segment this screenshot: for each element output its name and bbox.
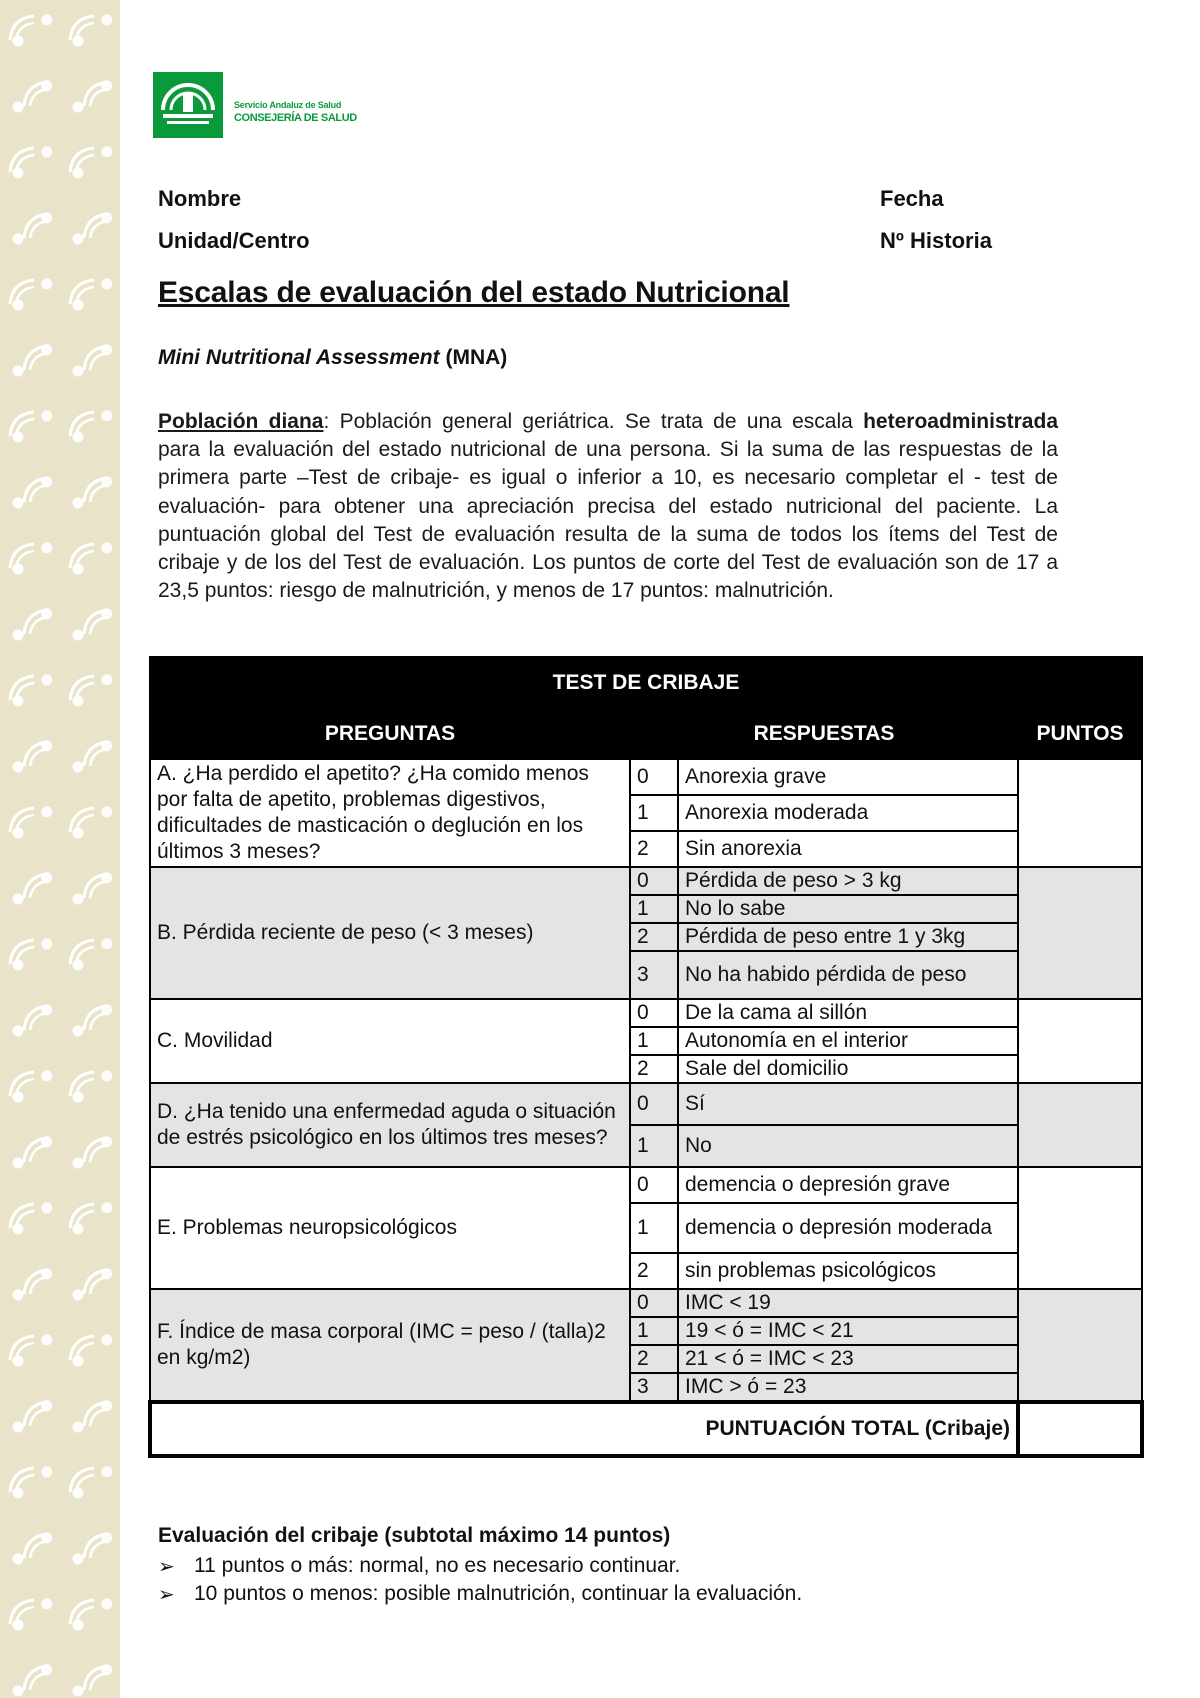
page-title: Escalas de evaluación del estado Nutricional — [158, 276, 790, 309]
answer-text: Sí — [678, 1083, 1018, 1125]
answer-score: 1 — [630, 1203, 678, 1253]
intro-bold: heteroadministrada — [863, 410, 1058, 433]
field-nombre: Nombre — [158, 186, 242, 211]
points-cell[interactable] — [1018, 867, 1142, 999]
field-unidad: Unidad/Centro — [158, 228, 310, 253]
logo-line-2: CONSEJERÍA DE SALUD — [234, 112, 357, 124]
answer-score: 1 — [630, 1027, 678, 1055]
answer-score: 3 — [630, 951, 678, 999]
wave-mark — [30, 749, 48, 766]
intro-part1: : Población general geriátrica. Se trata de una escala — [323, 410, 864, 433]
points-cell[interactable] — [1018, 1289, 1142, 1402]
wave-mark — [76, 419, 94, 436]
points-cell[interactable] — [1018, 999, 1142, 1083]
answer-text: Sin anorexia — [678, 831, 1018, 867]
logo — [153, 72, 403, 138]
answer-text: No lo sabe — [678, 895, 1018, 923]
wave-mark — [76, 1079, 94, 1096]
wave-mark — [16, 815, 34, 832]
wave-mark — [90, 1541, 108, 1558]
wave-mark — [76, 551, 94, 568]
wave-mark — [30, 1145, 48, 1162]
evaluation-item-text: 10 puntos o menos: posible malnutrición, continuar la evaluación. — [194, 1582, 803, 1605]
answer-row — [150, 999, 1142, 1027]
wave-mark — [30, 881, 48, 898]
wave-mark — [30, 1409, 48, 1426]
wave-mark — [76, 947, 94, 964]
wave-mark — [90, 221, 108, 238]
answer-text: Autonomía en el interior — [678, 1027, 1018, 1055]
answer-row — [150, 1083, 1142, 1125]
wave-mark — [16, 1211, 34, 1228]
subtitle-italic: Mini Nutritional Assessment — [158, 346, 440, 369]
answer-text: De la cama al sillón — [678, 999, 1018, 1027]
logo-text — [234, 99, 357, 125]
subtitle — [158, 346, 507, 370]
wave-pattern-icon — [0, 0, 120, 1698]
answer-row — [150, 759, 1142, 795]
answer-score: 0 — [630, 999, 678, 1027]
answer-score: 1 — [630, 1125, 678, 1167]
wave-mark — [30, 1541, 48, 1558]
answer-text: IMC > ó = 23 — [678, 1373, 1018, 1402]
answer-text: IMC < 19 — [678, 1289, 1018, 1317]
wave-mark — [16, 1343, 34, 1360]
evaluation-item-text: 11 puntos o más: normal, no es necesario continuar. — [194, 1554, 681, 1577]
answer-text: Sale del domicilio — [678, 1055, 1018, 1083]
answer-row — [150, 1289, 1142, 1317]
wave-mark — [16, 419, 34, 436]
evaluation-section — [158, 1524, 802, 1608]
wave-mark — [30, 221, 48, 238]
answer-text: demencia o depresión grave — [678, 1167, 1018, 1203]
total-row — [150, 1402, 1142, 1456]
arrow-bullet-icon: ➢ — [158, 1583, 175, 1606]
question-cell: B. Pérdida reciente de peso (< 3 meses) — [150, 867, 630, 999]
question-cell: C. Movilidad — [150, 999, 630, 1083]
wave-mark — [90, 485, 108, 502]
wave-mark — [90, 1673, 108, 1690]
answer-text: sin problemas psicológicos — [678, 1253, 1018, 1289]
answer-score: 2 — [630, 1253, 678, 1289]
col-respuestas: RESPUESTAS — [630, 709, 1018, 759]
subtitle-abbr: (MNA) — [445, 346, 508, 369]
answer-score: 2 — [630, 831, 678, 867]
answer-row — [150, 1167, 1142, 1203]
wave-mark — [16, 287, 34, 304]
answer-text: Pérdida de peso entre 1 y 3kg — [678, 923, 1018, 951]
wave-mark — [76, 1343, 94, 1360]
wave-mark — [90, 353, 108, 370]
col-preguntas: PREGUNTAS — [150, 709, 630, 759]
wave-mark — [90, 617, 108, 634]
total-score-cell[interactable] — [1018, 1402, 1142, 1456]
wave-mark — [30, 1013, 48, 1030]
question-cell: A. ¿Ha perdido el apetito? ¿Ha comido menos por falta de apetito, problemas digestivos, dificultades de masticación o deglución en los últimos 3 meses? — [150, 759, 630, 867]
answer-text: demencia o depresión moderada — [678, 1203, 1018, 1253]
points-cell[interactable] — [1018, 1083, 1142, 1167]
answer-score: 2 — [630, 1055, 678, 1083]
wave-mark — [90, 1013, 108, 1030]
intro-lead: Población diana — [158, 410, 324, 433]
question-cell: F. Índice de masa corporal (IMC = peso / (talla)2 en kg/m2) — [150, 1289, 630, 1402]
field-historia: Nº Historia — [880, 228, 992, 253]
wave-mark — [30, 1277, 48, 1294]
wave-mark — [16, 1607, 34, 1624]
wave-mark — [76, 1607, 94, 1624]
wave-mark — [16, 551, 34, 568]
arrow-bullet-icon: ➢ — [158, 1555, 175, 1578]
wave-mark — [90, 881, 108, 898]
question-cell: E. Problemas neuropsicológicos — [150, 1167, 630, 1289]
answer-score: 2 — [630, 923, 678, 951]
screening-table — [148, 656, 1144, 1458]
evaluation-item — [158, 1552, 802, 1580]
wave-mark — [16, 683, 34, 700]
answer-text: Anorexia moderada — [678, 795, 1018, 831]
wave-mark — [76, 683, 94, 700]
wave-mark — [30, 617, 48, 634]
answer-text: 19 < ó = IMC < 21 — [678, 1317, 1018, 1345]
answer-text: No — [678, 1125, 1018, 1167]
answer-score: 2 — [630, 1345, 678, 1373]
wave-mark — [30, 89, 48, 106]
answer-row — [150, 867, 1142, 895]
answer-text: No ha habido pérdida de peso — [678, 951, 1018, 999]
table-title: TEST DE CRIBAJE — [150, 657, 1142, 709]
wave-mark — [16, 23, 34, 40]
answer-score: 0 — [630, 1083, 678, 1125]
wave-mark — [90, 89, 108, 106]
wave-mark — [76, 23, 94, 40]
answer-score: 0 — [630, 1167, 678, 1203]
question-cell: D. ¿Ha tenido una enfermedad aguda o situación de estrés psicológico en los últimos tres meses? — [150, 1083, 630, 1167]
answer-score: 0 — [630, 759, 678, 795]
wave-mark — [30, 485, 48, 502]
junta-emblem-icon — [153, 72, 223, 138]
answer-score: 0 — [630, 867, 678, 895]
answer-text: Anorexia grave — [678, 759, 1018, 795]
wave-mark — [16, 1079, 34, 1096]
points-cell[interactable] — [1018, 1167, 1142, 1289]
wave-mark — [76, 287, 94, 304]
wave-mark — [90, 1409, 108, 1426]
wave-mark — [90, 1277, 108, 1294]
wave-mark — [16, 1475, 34, 1492]
intro-part2: para la evaluación del estado nutricional de una persona. Si la suma de las respuestas de la primera parte –Test de cribaje- es igual o inferior a 10, es necesario completar el - test de evaluación- para obtener una apreciación precisa del estado nutricional del paciente. La puntuación global del Test de evaluación resulta de la suma de todos los ítems del Test de cribaje y de los del Test de evaluación. Los puntos de corte del Test de evaluación son de 17 a 23,5 puntos: riesgo de malnutrición, y menos de 17 puntos: malnutrición. — [158, 438, 1058, 603]
total-label: PUNTUACIÓN TOTAL (Cribaje) — [150, 1402, 1018, 1456]
answer-score: 1 — [630, 895, 678, 923]
wave-mark — [16, 155, 34, 172]
evaluation-item — [158, 1580, 802, 1608]
col-puntos: PUNTOS — [1018, 709, 1142, 759]
logo-line-1: Servicio Andaluz de Salud — [234, 100, 342, 110]
wave-mark — [30, 1673, 48, 1690]
wave-mark — [76, 815, 94, 832]
answer-score: 0 — [630, 1289, 678, 1317]
points-cell[interactable] — [1018, 759, 1142, 867]
intro-paragraph — [158, 408, 1058, 605]
evaluation-title: Evaluación del cribaje (subtotal máximo 14 puntos) — [158, 1524, 671, 1547]
answer-text: Pérdida de peso > 3 kg — [678, 867, 1018, 895]
wave-mark — [16, 947, 34, 964]
answer-score: 3 — [630, 1373, 678, 1402]
answer-score: 1 — [630, 795, 678, 831]
wave-mark — [76, 1211, 94, 1228]
wave-mark — [76, 1475, 94, 1492]
answer-text: 21 < ó = IMC < 23 — [678, 1345, 1018, 1373]
wave-mark — [30, 353, 48, 370]
decorative-side-strip — [0, 0, 120, 1698]
answer-score: 1 — [630, 1317, 678, 1345]
wave-mark — [90, 749, 108, 766]
wave-mark — [76, 155, 94, 172]
wave-mark — [90, 1145, 108, 1162]
field-fecha: Fecha — [880, 186, 944, 211]
